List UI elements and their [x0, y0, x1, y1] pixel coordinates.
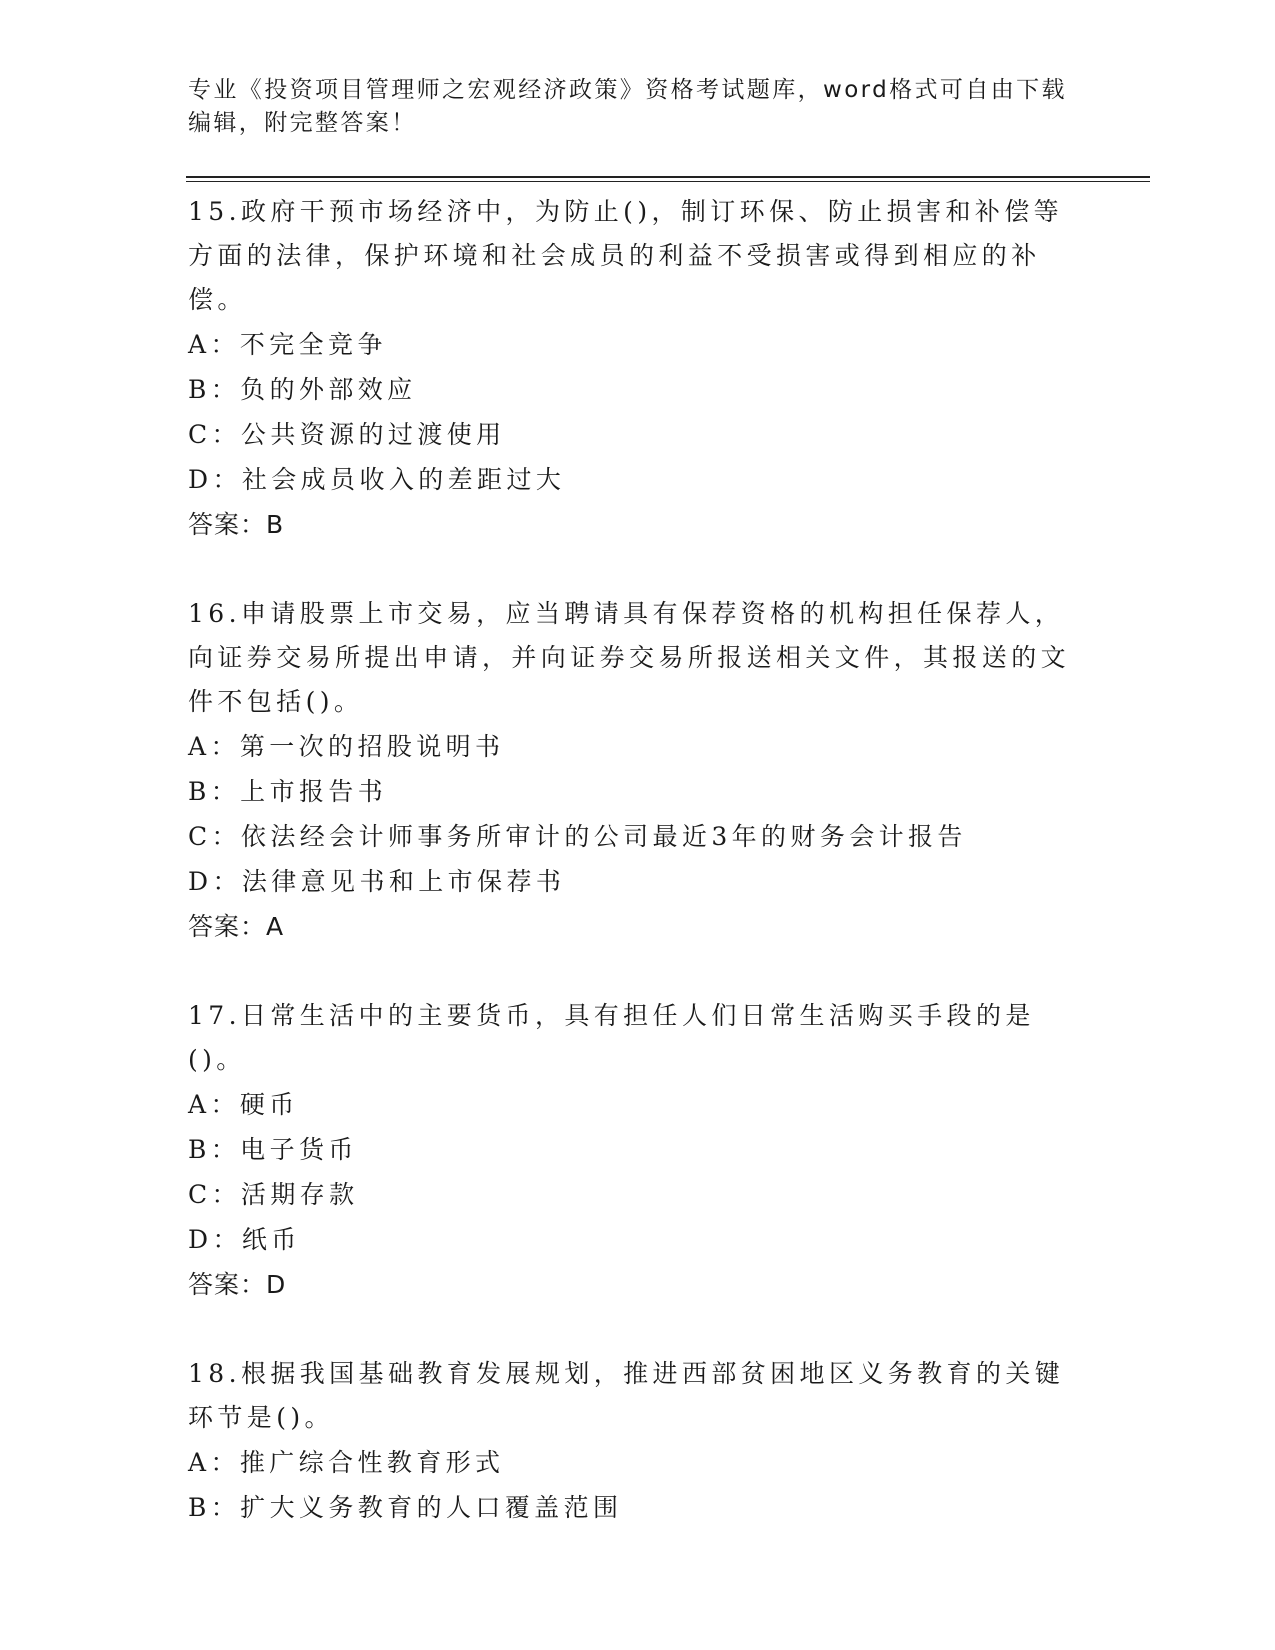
- header-rule-thin: [186, 181, 1150, 182]
- option-b: B：电子货币: [188, 1135, 358, 1164]
- question-gap: [188, 950, 1088, 994]
- option-c: C：依法经会计师事务所审计的公司最近3年的财务会计报告: [188, 822, 967, 851]
- question-gap: [188, 548, 1088, 592]
- answer: 答案：A: [188, 912, 285, 941]
- question-gap: [188, 1308, 1088, 1352]
- question-stem: 15.政府干预市场经济中，为防止()，制订环保、防止损害和补偿等方面的法律，保护环境和社会成员的利益不受损害或得到相应的补偿。: [188, 197, 1064, 314]
- option-d: D：社会成员收入的差距过大: [188, 465, 566, 494]
- question-list: [188, 190, 1088, 1530]
- question-18: [188, 1352, 1088, 1530]
- option-b: B：上市报告书: [188, 777, 388, 806]
- option-a: A：硬币: [188, 1090, 299, 1119]
- option-d: D：纸币: [188, 1225, 301, 1254]
- option-a: A：第一次的招股说明书: [188, 732, 505, 761]
- option-a: A：推广综合性教育形式: [188, 1448, 505, 1477]
- document-header: 专业《投资项目管理师之宏观经济政策》资格考试题库，word格式可自由下载编辑，附完整答案！: [188, 77, 1067, 136]
- option-d: D：法律意见书和上市保荐书: [188, 867, 566, 896]
- question-stem: 16.申请股票上市交易，应当聘请具有保荐资格的机构担任保荐人，向证券交易所提出申请，并向证券交易所报送相关文件，其报送的文件不包括()。: [188, 599, 1071, 716]
- answer: 答案：D: [188, 1270, 287, 1299]
- option-b: B：负的外部效应: [188, 375, 417, 404]
- option-b: B：扩大义务教育的人口覆盖范围: [188, 1493, 623, 1522]
- option-c: C：公共资源的过渡使用: [188, 420, 506, 449]
- question-16: [188, 592, 1088, 950]
- question-stem: 18.根据我国基础教育发展规划，推进西部贫困地区义务教育的关键环节是()。: [188, 1359, 1065, 1432]
- question-stem: 17.日常生活中的主要货币，具有担任人们日常生活购买手段的是()。: [188, 1001, 1035, 1074]
- question-17: [188, 994, 1088, 1308]
- answer: 答案：B: [188, 510, 285, 539]
- header-rule-thick: [186, 176, 1150, 178]
- option-c: C：活期存款: [188, 1180, 359, 1209]
- question-15: [188, 190, 1088, 548]
- option-a: A：不完全竞争: [188, 330, 387, 359]
